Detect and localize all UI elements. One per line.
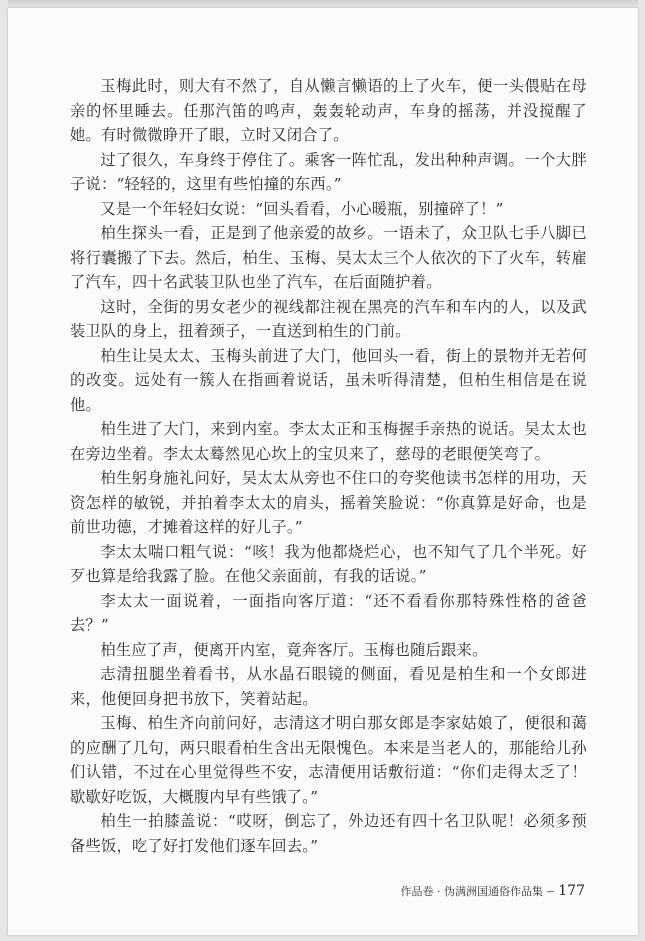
document-page <box>8 8 638 935</box>
paragraph: 柏生让吴太太、玉梅头前进了大门，他回头一看，街上的景物并无若何的改变。远处有一簇人在指画着说话，虽未听得清楚，但柏生相信是在说他。 <box>70 346 587 414</box>
running-head: 作品卷 · 伪满洲国通俗作品集 <box>400 885 544 898</box>
paragraph: 过了很久，车身终于停住了。乘客一阵忙乱，发出种种声调。一个大胖子说：“轻轻的，这里有些怕撞的东西。” <box>70 150 587 193</box>
page-body <box>70 74 587 858</box>
ornament-icon: ∽ <box>546 885 556 898</box>
paragraph: 柏生进了大门，来到内室。李太太正和玉梅握手亲热的说话。吴太太也在旁边坐着。李太太蓦然见心坎上的宝贝来了，慈母的老眼便笑弯了。 <box>70 420 587 463</box>
paragraph: 又是一个年轻妇女说：“回头看看，小心暖瓶，别撞碎了！” <box>100 199 504 218</box>
paragraph: 柏生应了声，便离开内室，竟奔客厅。玉梅也随后跟来。 <box>100 640 488 659</box>
page-footer <box>401 883 585 899</box>
paragraph: 这时，全街的男女老少的视线都注视在黑亮的汽车和车内的人，以及武装卫队的身上，扭着颈子，一直送到柏生的门前。 <box>70 297 587 340</box>
page-number: 177 <box>558 883 585 899</box>
paragraph: 柏生躬身施礼问好，吴太太从旁也不住口的夸奖他读书怎样的用功，天资怎样的敏锐，并拍着李太太的肩头，摇着笑脸说：“你真算是好命，也是前世功德，才摊着这样的好儿子。” <box>70 469 587 536</box>
paragraph: 柏生一拍膝盖说：“哎呀，倒忘了，外边还有四十名卫队呢！必须多预备些饭，吃了好打发他们逐车回去。” <box>70 812 587 855</box>
paragraph: 玉梅此时，则大有不然了，自从懒言懒语的上了火车，便一头偎贴在母亲的怀里睡去。任那汽笛的鸣声，轰轰轮动声，车身的摇荡，并没搅醒了她。有时微微睁开了眼，立时又闭合了。 <box>70 77 587 144</box>
paragraph: 李太太一面说着，一面指向客厅道：“还不看看你那特殊性格的爸爸去？” <box>70 591 587 634</box>
paragraph: 柏生探头一看，正是到了他亲爱的故乡。一语未了，众卫队七手八脚已将行囊搬了下去。然后，柏生、玉梅、吴太太三个人依次的下了火车，转雇了汽车，四十名武装卫队也坐了汽车，在后面随护着。 <box>70 224 587 291</box>
viewer-top-shade <box>8 0 638 8</box>
paragraph: 李太太喘口粗气说：“咳！我为他都烧烂心，也不知气了几个半死。好歹也算是给我露了脸。在他父亲面前，有我的话说。” <box>70 542 587 585</box>
paragraph: 玉梅、柏生齐向前问好，志清这才明白那女郎是李家姑娘了，便很和蔼的应酬了几句，两只眼看柏生含出无限愧色。本来是当老人的，那能给儿孙们认错，不过在心里觉得些不安，志清便用话敷衍道：“你们走得太乏了！歇歇好吃饭，大概腹内早有些饿了。” <box>70 714 587 806</box>
paragraph: 志清扭腿坐着看书，从水晶石眼镜的侧面，看见是柏生和一个女郎进来，他便回身把书放下，笑着站起。 <box>70 665 587 708</box>
